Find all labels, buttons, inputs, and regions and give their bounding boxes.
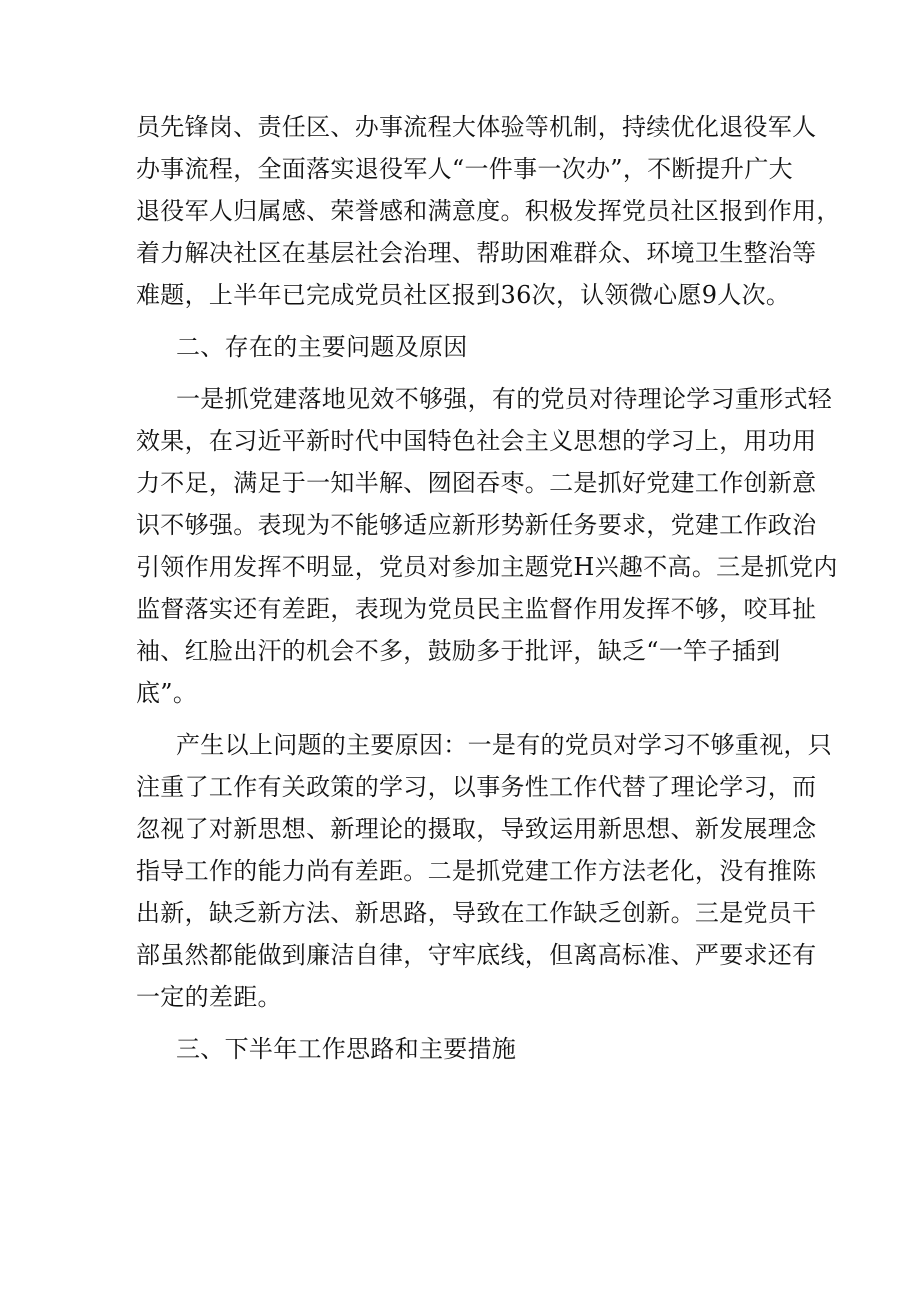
text-line: 一是抓党建落地见效不够强，有的党员对待理论学习重形式轻 (176, 385, 833, 413)
paragraph-causes (136, 724, 833, 1018)
text-line: 指导工作的能力尚有差距。二是抓党建工作方法老化，没有推陈 (136, 857, 817, 885)
text-line: 部虽然都能做到廉洁自律，守牢底线，但离高标准、严要求还有 (136, 941, 817, 969)
text-line: 力不足，满足于一知半解、囫囵吞枣。二是抓好党建工作创新意 (136, 469, 817, 497)
text-line: 出新，缺乏新方法、新思路，导致在工作缺乏创新。三是党员干 (136, 899, 817, 927)
section-heading-problems: 二、存在的主要问题及原因 (176, 333, 468, 361)
paragraph-problems (136, 378, 838, 714)
text-line: 底”。 (136, 679, 198, 707)
text-line: 一定的差距。 (136, 983, 282, 1011)
text-line: 着力解决社区在基层社会治理、帮助困难群众、环境卫生整治等 (136, 239, 817, 267)
text-line: 注重了工作有关政策的学习，以事务性工作代替了理论学习，而 (136, 773, 817, 801)
text-line: 忽视了对新思想、新理论的摄取，导致运用新思想、新发展理念 (136, 815, 817, 843)
text-line: 难题，上半年已完成党员社区报到36次，认领微心愿9人次。 (136, 281, 791, 309)
text-line: 监督落实还有差距，表现为党员民主监督作用发挥不够，咬耳扯 (136, 595, 817, 623)
paragraph-intro-continuation (136, 106, 841, 316)
text-line: 员先锋岗、责任区、办事流程大体验等机制，持续优化退役军人 (136, 113, 817, 141)
text-line: 引领作用发挥不明显，党员对参加主题党H兴趣不高。三是抓党内 (136, 553, 838, 581)
text-line: 袖、红脸出汗的机会不多，鼓励多于批评，缺乏“一竿子插到 (136, 637, 781, 665)
text-line: 办事流程，全面落实退役军人“一件事一次办”，不断提升广大 (136, 155, 793, 183)
text-line: 效果，在习近平新时代中国特色社会主义思想的学习上，用功用 (136, 427, 817, 455)
text-line: 产生以上问题的主要原因：一是有的党员对学习不够重视，只 (176, 731, 833, 759)
section-heading-next-steps: 三、下半年工作思路和主要措施 (176, 1035, 517, 1063)
document-body (136, 106, 841, 1070)
text-line: 退役军人归属感、荣誉感和满意度。积极发挥党员社区报到作用， (136, 197, 841, 225)
text-line: 识不够强。表现为不能够适应新形势新任务要求，党建工作政治 (136, 511, 817, 539)
